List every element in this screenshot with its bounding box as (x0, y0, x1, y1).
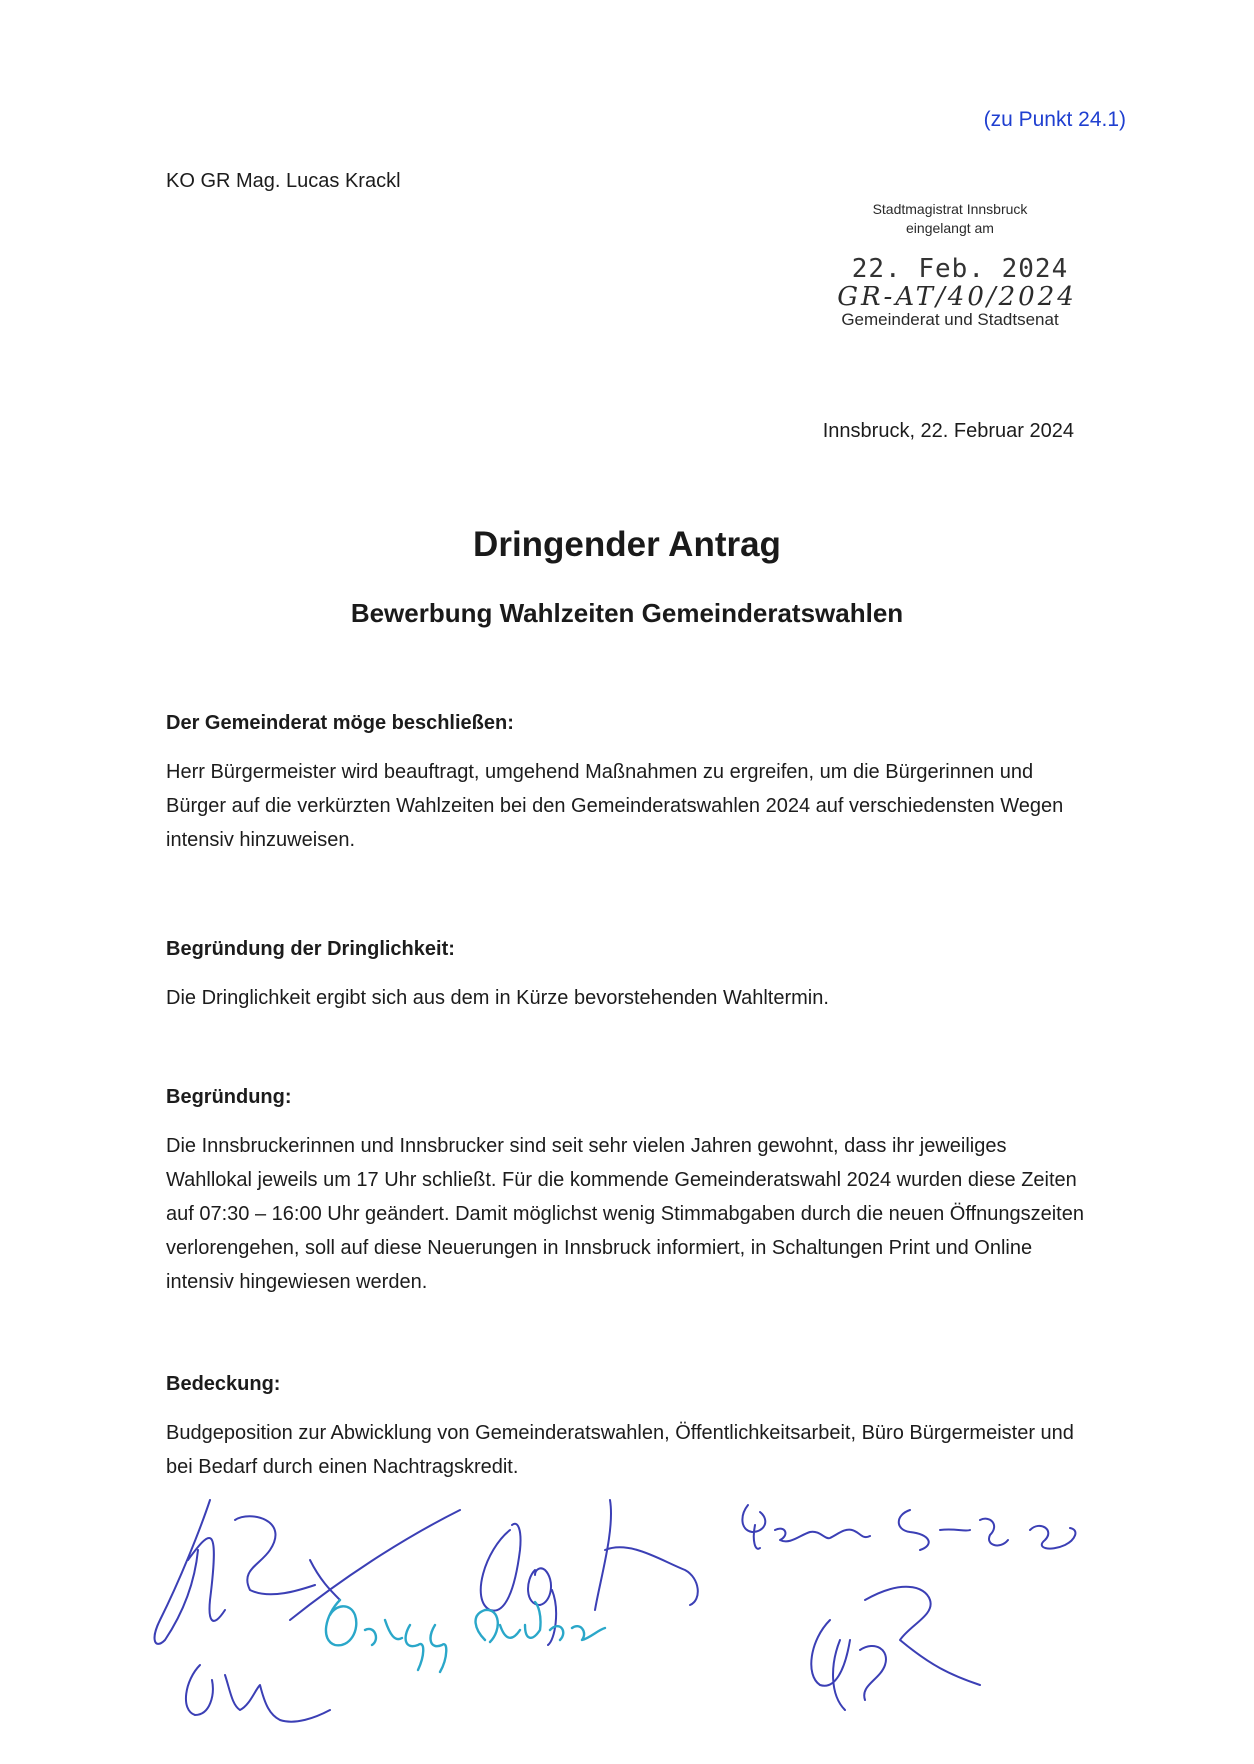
signature-stroke (811, 1587, 980, 1710)
section-body: Die Dringlichkeit ergibt sich aus dem in Kürze bevorstehenden Wahltermin. (166, 987, 829, 1009)
handwritten-signatures (140, 1490, 1220, 1750)
section-heading: Begründung der Dringlichkeit: (166, 938, 455, 960)
document-title: Dringender Antrag (473, 525, 781, 564)
section-heading: Begründung: (166, 1086, 292, 1108)
author-line: KO GR Mag. Lucas Krackl (166, 170, 401, 192)
section-heading: Der Gemeinderat möge beschließen: (166, 712, 514, 734)
place-date: Innsbruck, 22. Februar 2024 (822, 420, 1074, 442)
stamp-department: Gemeinderat und Stadtsenat (841, 310, 1059, 329)
signature-stroke (155, 1500, 315, 1644)
document-subtitle: Bewerbung Wahlzeiten Gemeinderatswahlen (350, 598, 904, 628)
section-body: Herr Bürgermeister wird beauftragt, umgehend Maßnahmen zu ergreifen, um die Bürgerinnen und Bürger auf die verkürzten Wahlzeiten bei den Gemeinderatswahlen 2024 auf verschiedensten Wegen intensiv hinzuweisen. (166, 761, 1064, 851)
signature-stroke (899, 1510, 1076, 1550)
section-urgency (166, 938, 1096, 1015)
section-justification (166, 1086, 1096, 1299)
signature-stroke (290, 1510, 460, 1620)
section-body: Budgeposition zur Abwicklung von Gemeinderatswahlen, Öffentlichkeitsarbeit, Büro Bürgermeister und bei Bedarf durch einen Nachtragskredit. (166, 1422, 1074, 1478)
section-coverage (166, 1373, 1096, 1484)
stamp-file-number: GR-AT/40/2024 (837, 282, 1077, 312)
signature-stroke (742, 1505, 870, 1549)
section-heading: Bedeckung: (166, 1373, 281, 1395)
receipt-stamp (800, 200, 1100, 330)
reference-note: (zu Punkt 24.1) (983, 108, 1126, 131)
stamp-office: Stadtmagistrat Innsbruck (872, 201, 1028, 217)
signature-stroke (326, 1600, 446, 1672)
section-body: Die Innsbruckerinnen und Innsbrucker sind seit sehr vielen Jahren gewohnt, dass ihr jeweiliges Wahllokal jeweils um 17 Uhr schließt. Für die kommende Gemeinderatswahl 2024 wurden diese Zeiten auf 07:30 – 16:00 Uhr geändert. Damit möglichst wenig Stimmabgaben durch die neuen Öffnungszeiten verlorengehen, soll auf diese Neuerungen in Innsbruck informiert, in Schaltungen Print und Online intensiv hingewiesen werden. (166, 1135, 1084, 1293)
stamp-received-label: eingelangt am (906, 220, 994, 236)
section-resolution (166, 712, 1096, 857)
signature-stroke (186, 1665, 330, 1722)
signature-stroke (595, 1500, 698, 1610)
signature-stroke (481, 1524, 556, 1645)
signature-area (140, 1490, 1220, 1750)
signature-stroke (476, 1602, 605, 1642)
stamp-date: 22. Feb. 2024 (851, 254, 1069, 284)
